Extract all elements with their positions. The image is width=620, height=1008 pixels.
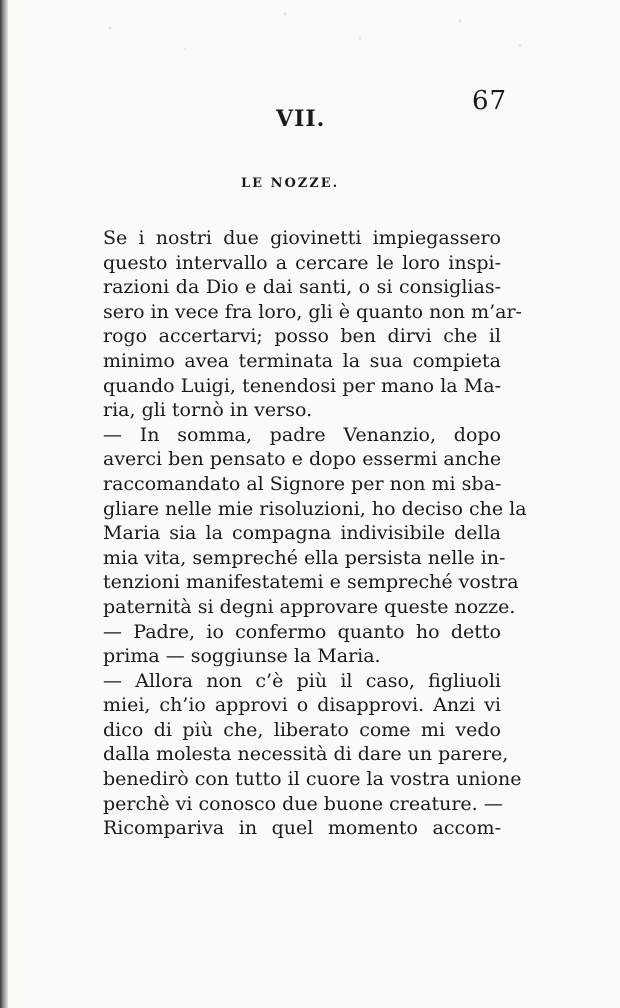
text-line: tenzioni manifestatemi e sempreché vostra — [103, 571, 519, 594]
binding-edge — [0, 0, 8, 1008]
text-line: averci ben pensato e dopo essermi anche — [103, 448, 502, 471]
text-line: benedirò con tutto il cuore la vostra unione — [103, 768, 522, 791]
text-line: — Padre, io confermo quanto ho detto — [103, 620, 501, 643]
text-line: — In somma, padre Venanzio, dopo — [103, 423, 501, 446]
text-line: rogo accertarvi; posso ben dirvi che il — [103, 325, 501, 348]
text-line: paternità si degni approvare queste nozze. — [103, 595, 516, 618]
text-line: razioni da Dio e dai santi, o si consiglias- — [103, 276, 501, 299]
chapter-title: LE NOZZE. — [241, 176, 340, 191]
text-line: Maria sia la compagna indivisibile della — [103, 522, 501, 545]
text-line: prima — soggiunse la Maria. — [103, 645, 381, 668]
text-line: dalla molesta necessità di dare un parere, — [103, 743, 509, 766]
text-line: gliare nelle mie risoluzioni, ho deciso che la — [103, 497, 527, 520]
text-line: questo intervallo a cercare le loro inspi- — [103, 251, 501, 274]
text-line: ria, gli tornò in verso. — [103, 399, 313, 422]
text-line: Se i nostri due giovinetti impiegassero — [103, 227, 501, 249]
text-line: Ricompariva in quel momento accom- — [103, 817, 501, 840]
text-line: perchè vi conosco due buone creature. — — [103, 792, 503, 815]
text-line: raccomandato al Signore per non mi sba- — [103, 472, 502, 495]
paper-speckle — [60, 0, 560, 70]
text-line: mia vita, sempreché ella persista nelle in- — [103, 546, 506, 569]
text-line: minimo avea terminata la sua compieta — [103, 349, 501, 372]
page-number: 67 — [472, 86, 508, 116]
body-text — [103, 226, 527, 841]
text-line: dico di più che, liberato come mi vedo — [103, 718, 501, 741]
chapter-numeral: VII. — [276, 106, 326, 132]
text-line: miei, ch’io approvi o disapprovi. Anzi vi — [103, 694, 501, 717]
text-line: quando Luigi, tenendosi per mano la Ma- — [103, 374, 501, 397]
text-line: sero in vece fra loro, gli è quanto non m’ar- — [103, 300, 522, 323]
text-line: — Allora non c’è più il caso, figliuoli — [103, 669, 501, 692]
